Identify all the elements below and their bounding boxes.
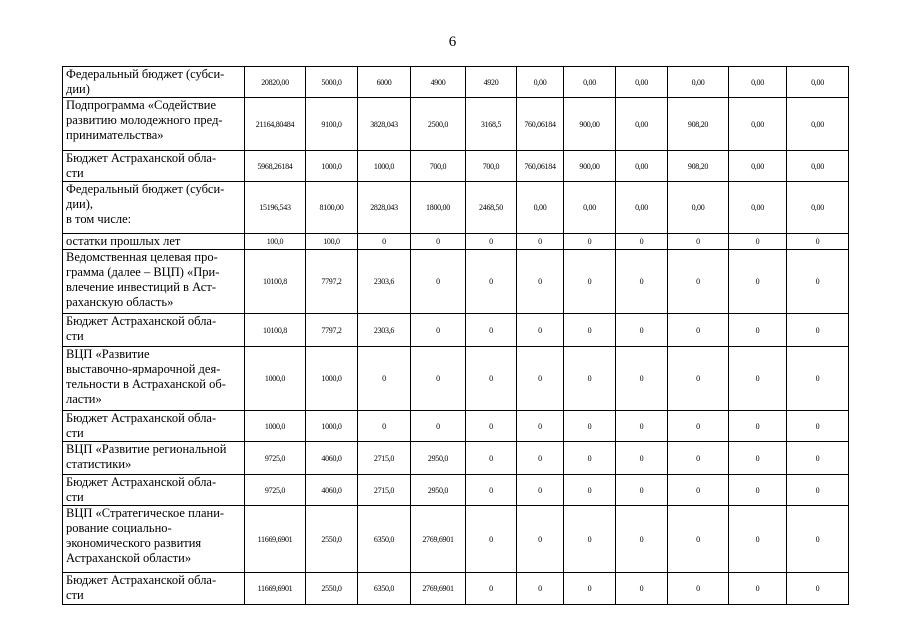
value-cell: 0 — [564, 506, 616, 573]
value-cell: 2715,0 — [358, 475, 411, 506]
value-cell: 0 — [616, 573, 668, 605]
value-cell: 5968,26184 — [245, 151, 306, 182]
value-cell: 900,00 — [564, 151, 616, 182]
value-cell: 0 — [616, 442, 668, 475]
value-cell: 0 — [616, 475, 668, 506]
value-cell: 0 — [564, 314, 616, 347]
value-cell: 2828,043 — [358, 182, 411, 234]
value-cell: 0 — [517, 250, 564, 314]
value-cell: 0 — [466, 250, 517, 314]
value-cell: 0 — [616, 234, 668, 250]
value-cell: 100,0 — [245, 234, 306, 250]
value-cell: 10100,8 — [245, 314, 306, 347]
value-cell: 0 — [564, 475, 616, 506]
value-cell: 0 — [466, 314, 517, 347]
value-cell: 0 — [729, 314, 787, 347]
value-cell: 1000,0 — [306, 411, 358, 442]
value-cell: 0 — [668, 573, 729, 605]
value-cell: 0 — [787, 573, 849, 605]
value-cell: 0 — [564, 442, 616, 475]
value-cell: 0 — [411, 250, 466, 314]
value-cell: 1000,0 — [306, 347, 358, 411]
value-cell: 0 — [358, 347, 411, 411]
value-cell: 2550,0 — [306, 573, 358, 605]
row-label: ВЦП «Развитие выставочно-ярмарочной дея- тельности в Астраханской об- ласти» — [63, 347, 245, 411]
row-label: Подпрограмма «Содействие развитию молодежного пред- принимательства» — [63, 98, 245, 151]
row-label: Бюджет Астраханской обла- сти — [63, 314, 245, 347]
value-cell: 0 — [787, 475, 849, 506]
value-cell: 0,00 — [729, 67, 787, 98]
value-cell: 0 — [787, 347, 849, 411]
value-cell: 0 — [668, 234, 729, 250]
value-cell: 0 — [616, 250, 668, 314]
table-row — [63, 411, 849, 442]
value-cell: 2769,6901 — [411, 573, 466, 605]
value-cell: 0 — [517, 411, 564, 442]
value-cell: 0 — [466, 347, 517, 411]
row-label: остатки прошлых лет — [63, 234, 245, 250]
value-cell: 7797,2 — [306, 314, 358, 347]
value-cell: 4060,0 — [306, 442, 358, 475]
value-cell: 0 — [466, 475, 517, 506]
value-cell: 0,00 — [564, 182, 616, 234]
value-cell: 3168,5 — [466, 98, 517, 151]
table-row — [63, 98, 849, 151]
value-cell: 2950,0 — [411, 442, 466, 475]
value-cell: 9725,0 — [245, 475, 306, 506]
value-cell: 0 — [787, 250, 849, 314]
page-number: 6 — [448, 34, 457, 50]
table-row — [63, 506, 849, 573]
value-cell: 2550,0 — [306, 506, 358, 573]
table-row — [63, 182, 849, 234]
value-cell: 0 — [517, 506, 564, 573]
value-cell: 4060,0 — [306, 475, 358, 506]
table-row — [63, 67, 849, 98]
value-cell: 0 — [729, 411, 787, 442]
value-cell: 908,20 — [668, 98, 729, 151]
value-cell: 700,0 — [411, 151, 466, 182]
value-cell: 2715,0 — [358, 442, 411, 475]
value-cell: 1800,00 — [411, 182, 466, 234]
value-cell: 100,0 — [306, 234, 358, 250]
value-cell: 0 — [616, 506, 668, 573]
value-cell: 0 — [668, 442, 729, 475]
value-cell: 0 — [517, 347, 564, 411]
value-cell: 0 — [564, 573, 616, 605]
value-cell: 2303,6 — [358, 250, 411, 314]
value-cell: 0 — [787, 314, 849, 347]
value-cell: 9100,0 — [306, 98, 358, 151]
value-cell: 0,00 — [668, 67, 729, 98]
value-cell: 2500,0 — [411, 98, 466, 151]
value-cell: 0 — [729, 347, 787, 411]
value-cell: 6350,0 — [358, 573, 411, 605]
value-cell: 760,06184 — [517, 151, 564, 182]
row-label: ВЦП «Развитие региональной статистики» — [63, 442, 245, 475]
value-cell: 0 — [466, 506, 517, 573]
value-cell: 1000,0 — [358, 151, 411, 182]
value-cell: 0 — [729, 506, 787, 573]
value-cell: 0,00 — [517, 182, 564, 234]
value-cell: 0,00 — [729, 151, 787, 182]
value-cell: 0,00 — [729, 182, 787, 234]
value-cell: 3828,043 — [358, 98, 411, 151]
table-row — [63, 314, 849, 347]
row-label: Бюджет Астраханской обла- сти — [63, 475, 245, 506]
value-cell: 4900 — [411, 67, 466, 98]
value-cell: 0 — [466, 411, 517, 442]
value-cell: 0 — [787, 506, 849, 573]
value-cell: 0 — [564, 411, 616, 442]
value-cell: 6000 — [358, 67, 411, 98]
value-cell: 0 — [729, 442, 787, 475]
value-cell: 0 — [358, 411, 411, 442]
value-cell: 0,00 — [564, 67, 616, 98]
value-cell: 0 — [411, 411, 466, 442]
value-cell: 0 — [411, 234, 466, 250]
value-cell: 10100,8 — [245, 250, 306, 314]
value-cell: 0 — [787, 411, 849, 442]
value-cell: 0 — [517, 234, 564, 250]
row-label: Ведомственная целевая про- грамма (далее – ВЦП) «При- влечение инвестиций в Аст- раханскую область» — [63, 250, 245, 314]
value-cell: 0 — [668, 475, 729, 506]
value-cell: 1000,0 — [245, 347, 306, 411]
row-label: Федеральный бюджет (субси- дии) — [63, 67, 245, 98]
value-cell: 0 — [466, 573, 517, 605]
table-row — [63, 573, 849, 605]
value-cell: 0 — [668, 314, 729, 347]
value-cell: 0,00 — [787, 182, 849, 234]
value-cell: 0 — [729, 250, 787, 314]
value-cell: 0 — [466, 234, 517, 250]
value-cell: 0 — [668, 411, 729, 442]
value-cell: 0,00 — [787, 98, 849, 151]
value-cell: 700,0 — [466, 151, 517, 182]
value-cell: 0 — [411, 347, 466, 411]
row-label: Федеральный бюджет (субси- дии), в том числе: — [63, 182, 245, 234]
value-cell: 9725,0 — [245, 442, 306, 475]
value-cell: 0,00 — [787, 67, 849, 98]
value-cell: 4920 — [466, 67, 517, 98]
value-cell: 0 — [616, 347, 668, 411]
value-cell: 0 — [787, 234, 849, 250]
value-cell: 21164,80484 — [245, 98, 306, 151]
value-cell: 8100,00 — [306, 182, 358, 234]
budget-table — [62, 66, 849, 605]
value-cell: 1000,0 — [245, 411, 306, 442]
value-cell: 0 — [668, 506, 729, 573]
table-row — [63, 250, 849, 314]
value-cell: 0 — [668, 347, 729, 411]
value-cell: 0,00 — [517, 67, 564, 98]
value-cell: 908,20 — [668, 151, 729, 182]
value-cell: 20820,00 — [245, 67, 306, 98]
value-cell: 0 — [787, 442, 849, 475]
value-cell: 6350,0 — [358, 506, 411, 573]
value-cell: 2303,6 — [358, 314, 411, 347]
row-label: Бюджет Астраханской обла- сти — [63, 151, 245, 182]
value-cell: 760,06184 — [517, 98, 564, 151]
table-row — [63, 347, 849, 411]
value-cell: 11669,6901 — [245, 506, 306, 573]
value-cell: 0 — [729, 475, 787, 506]
row-label: ВЦП «Стратегическое плани- рование социально- экономического развития Астраханской области» — [63, 506, 245, 573]
value-cell: 2468,50 — [466, 182, 517, 234]
value-cell: 0 — [729, 234, 787, 250]
value-cell: 0 — [729, 573, 787, 605]
value-cell: 7797,2 — [306, 250, 358, 314]
value-cell: 900,00 — [564, 98, 616, 151]
value-cell: 1000,0 — [306, 151, 358, 182]
value-cell: 0 — [616, 314, 668, 347]
value-cell: 0,00 — [729, 98, 787, 151]
value-cell: 0 — [564, 250, 616, 314]
value-cell: 0 — [517, 442, 564, 475]
value-cell: 0 — [668, 250, 729, 314]
value-cell: 0,00 — [616, 67, 668, 98]
value-cell: 5000,0 — [306, 67, 358, 98]
value-cell: 2950,0 — [411, 475, 466, 506]
value-cell: 0 — [517, 475, 564, 506]
table-row — [63, 442, 849, 475]
value-cell: 0,00 — [616, 151, 668, 182]
value-cell: 0,00 — [616, 182, 668, 234]
value-cell: 0 — [411, 314, 466, 347]
value-cell: 2769,6901 — [411, 506, 466, 573]
value-cell: 11669,6901 — [245, 573, 306, 605]
value-cell: 0 — [358, 234, 411, 250]
table-row — [63, 234, 849, 250]
value-cell: 0 — [517, 573, 564, 605]
row-label: Бюджет Астраханской обла- сти — [63, 411, 245, 442]
value-cell: 0,00 — [787, 151, 849, 182]
value-cell: 0,00 — [616, 98, 668, 151]
table-row — [63, 151, 849, 182]
value-cell: 0 — [564, 234, 616, 250]
table-row — [63, 475, 849, 506]
value-cell: 0 — [517, 314, 564, 347]
value-cell: 0 — [564, 347, 616, 411]
value-cell: 0 — [616, 411, 668, 442]
value-cell: 0,00 — [668, 182, 729, 234]
value-cell: 15196,543 — [245, 182, 306, 234]
value-cell: 0 — [466, 442, 517, 475]
row-label: Бюджет Астраханской обла- сти — [63, 573, 245, 605]
